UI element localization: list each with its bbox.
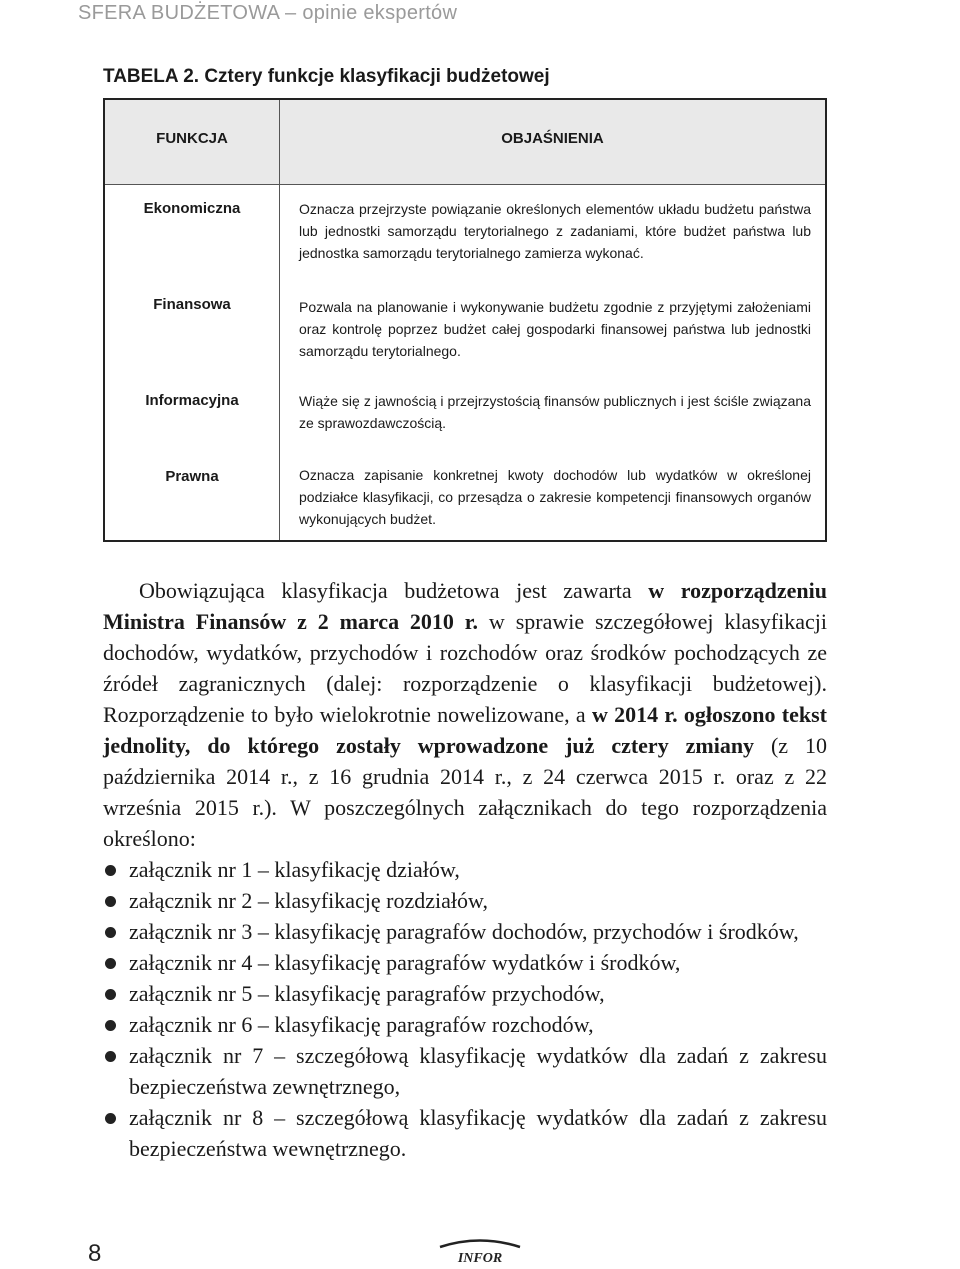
paragraph-part-5: (z 10 października 2014 r., z 16 grudnia 2014 r., z 24 czerwca 2015 r. oraz z 22 września 2015 r.). W poszczególnych załącznikach do tego rozporządzenia określono: xyxy=(103,733,827,851)
list-item: załącznik nr 8 – szczegółową klasyfikację wydatków dla zadań z zakresu bezpieczeństwa wewnętrznego. xyxy=(103,1102,827,1164)
functions-table xyxy=(103,98,827,542)
logo-arc xyxy=(440,1241,520,1248)
list-item: załącznik nr 5 – klasyfikację paragrafów przychodów, xyxy=(103,978,827,1009)
row-label-legal: Prawna xyxy=(165,468,219,485)
paragraph-part-3: w sprawie szczegółowej klasyfikacji dochodów, wydatków, przychodów i rozchodów oraz środków pochodzących ze źródeł zagranicznych (dalej: rozporządzenie o klasyfikacji budżetowej). Rozporządzenie to było wielokrotnie nowelizowane, a xyxy=(103,609,827,727)
row-text-legal: Oznacza zapisanie konkretnej kwoty dochodów lub wydatków w określonej podziałce klasyfikacji, co przesądza o zakresie kompetencji finansowych organów wykonujących budżet. xyxy=(299,467,811,527)
column-header-function: FUNKCJA xyxy=(156,130,228,147)
paragraph-bold-consolidated: w 2014 r. ogłoszono tekst jednolity, do którego zostały wprowadzone już cztery zmiany xyxy=(103,702,827,758)
row-text-informational: Wiąże się z jawnością i przejrzystością finansów publicznych i jest ściśle związana ze sprawozdawczością. xyxy=(299,393,811,431)
row-label-informational: Informacyjna xyxy=(145,392,239,409)
intro-paragraph xyxy=(103,575,827,854)
list-item: załącznik nr 3 – klasyfikację paragrafów dochodów, przychodów i środków, xyxy=(103,916,827,947)
paragraph-part-1: Obowiązująca klasyfikacja budżetowa jest zawarta xyxy=(139,578,649,603)
row-text-financial: Pozwala na planowanie i wykonywanie budżetu zgodnie z przyjętymi założeniami oraz kontrolę poprzez budżet całej gospodarki finansowej państwa lub jednostki samorządu terytorialnego. xyxy=(299,299,811,359)
list-item: załącznik nr 7 – szczegółową klasyfikację wydatków dla zadań z zakresu bezpieczeństwa zewnętrznego, xyxy=(103,1040,827,1102)
paragraph-bold-regulation: w rozporządzeniu Ministra Finansów z 2 marca 2010 r. xyxy=(103,578,827,634)
running-header: SFERA BUDŻETOWA – opinie ekspertów xyxy=(78,2,458,24)
list-item: załącznik nr 2 – klasyfikację rozdziałów, xyxy=(103,885,827,916)
infor-logo xyxy=(436,1238,524,1266)
column-header-explanation: OBJAŚNIENIA xyxy=(501,130,604,147)
list-item: załącznik nr 6 – klasyfikację paragrafów rozchodów, xyxy=(103,1009,827,1040)
page-number: 8 xyxy=(88,1240,102,1267)
logo-text: INFOR xyxy=(457,1251,503,1266)
column-divider xyxy=(279,100,280,540)
row-label-financial: Finansowa xyxy=(153,296,231,313)
body-text xyxy=(103,575,827,1164)
list-item: załącznik nr 1 – klasyfikację działów, xyxy=(103,854,827,885)
row-text-economic: Oznacza przejrzyste powiązanie określonych elementów układu budżetu państwa lub jednostki samorządu terytorialnego z zadaniami, które budżet państwa lub jednostka samorządu terytorialnego zamierza wykonać. xyxy=(299,201,811,261)
annex-list xyxy=(103,854,827,1164)
list-item: załącznik nr 4 – klasyfikację paragrafów wydatków i środków, xyxy=(103,947,827,978)
table-title: TABELA 2. Cztery funkcje klasyfikacji budżetowej xyxy=(103,66,550,87)
row-label-economic: Ekonomiczna xyxy=(143,200,241,217)
